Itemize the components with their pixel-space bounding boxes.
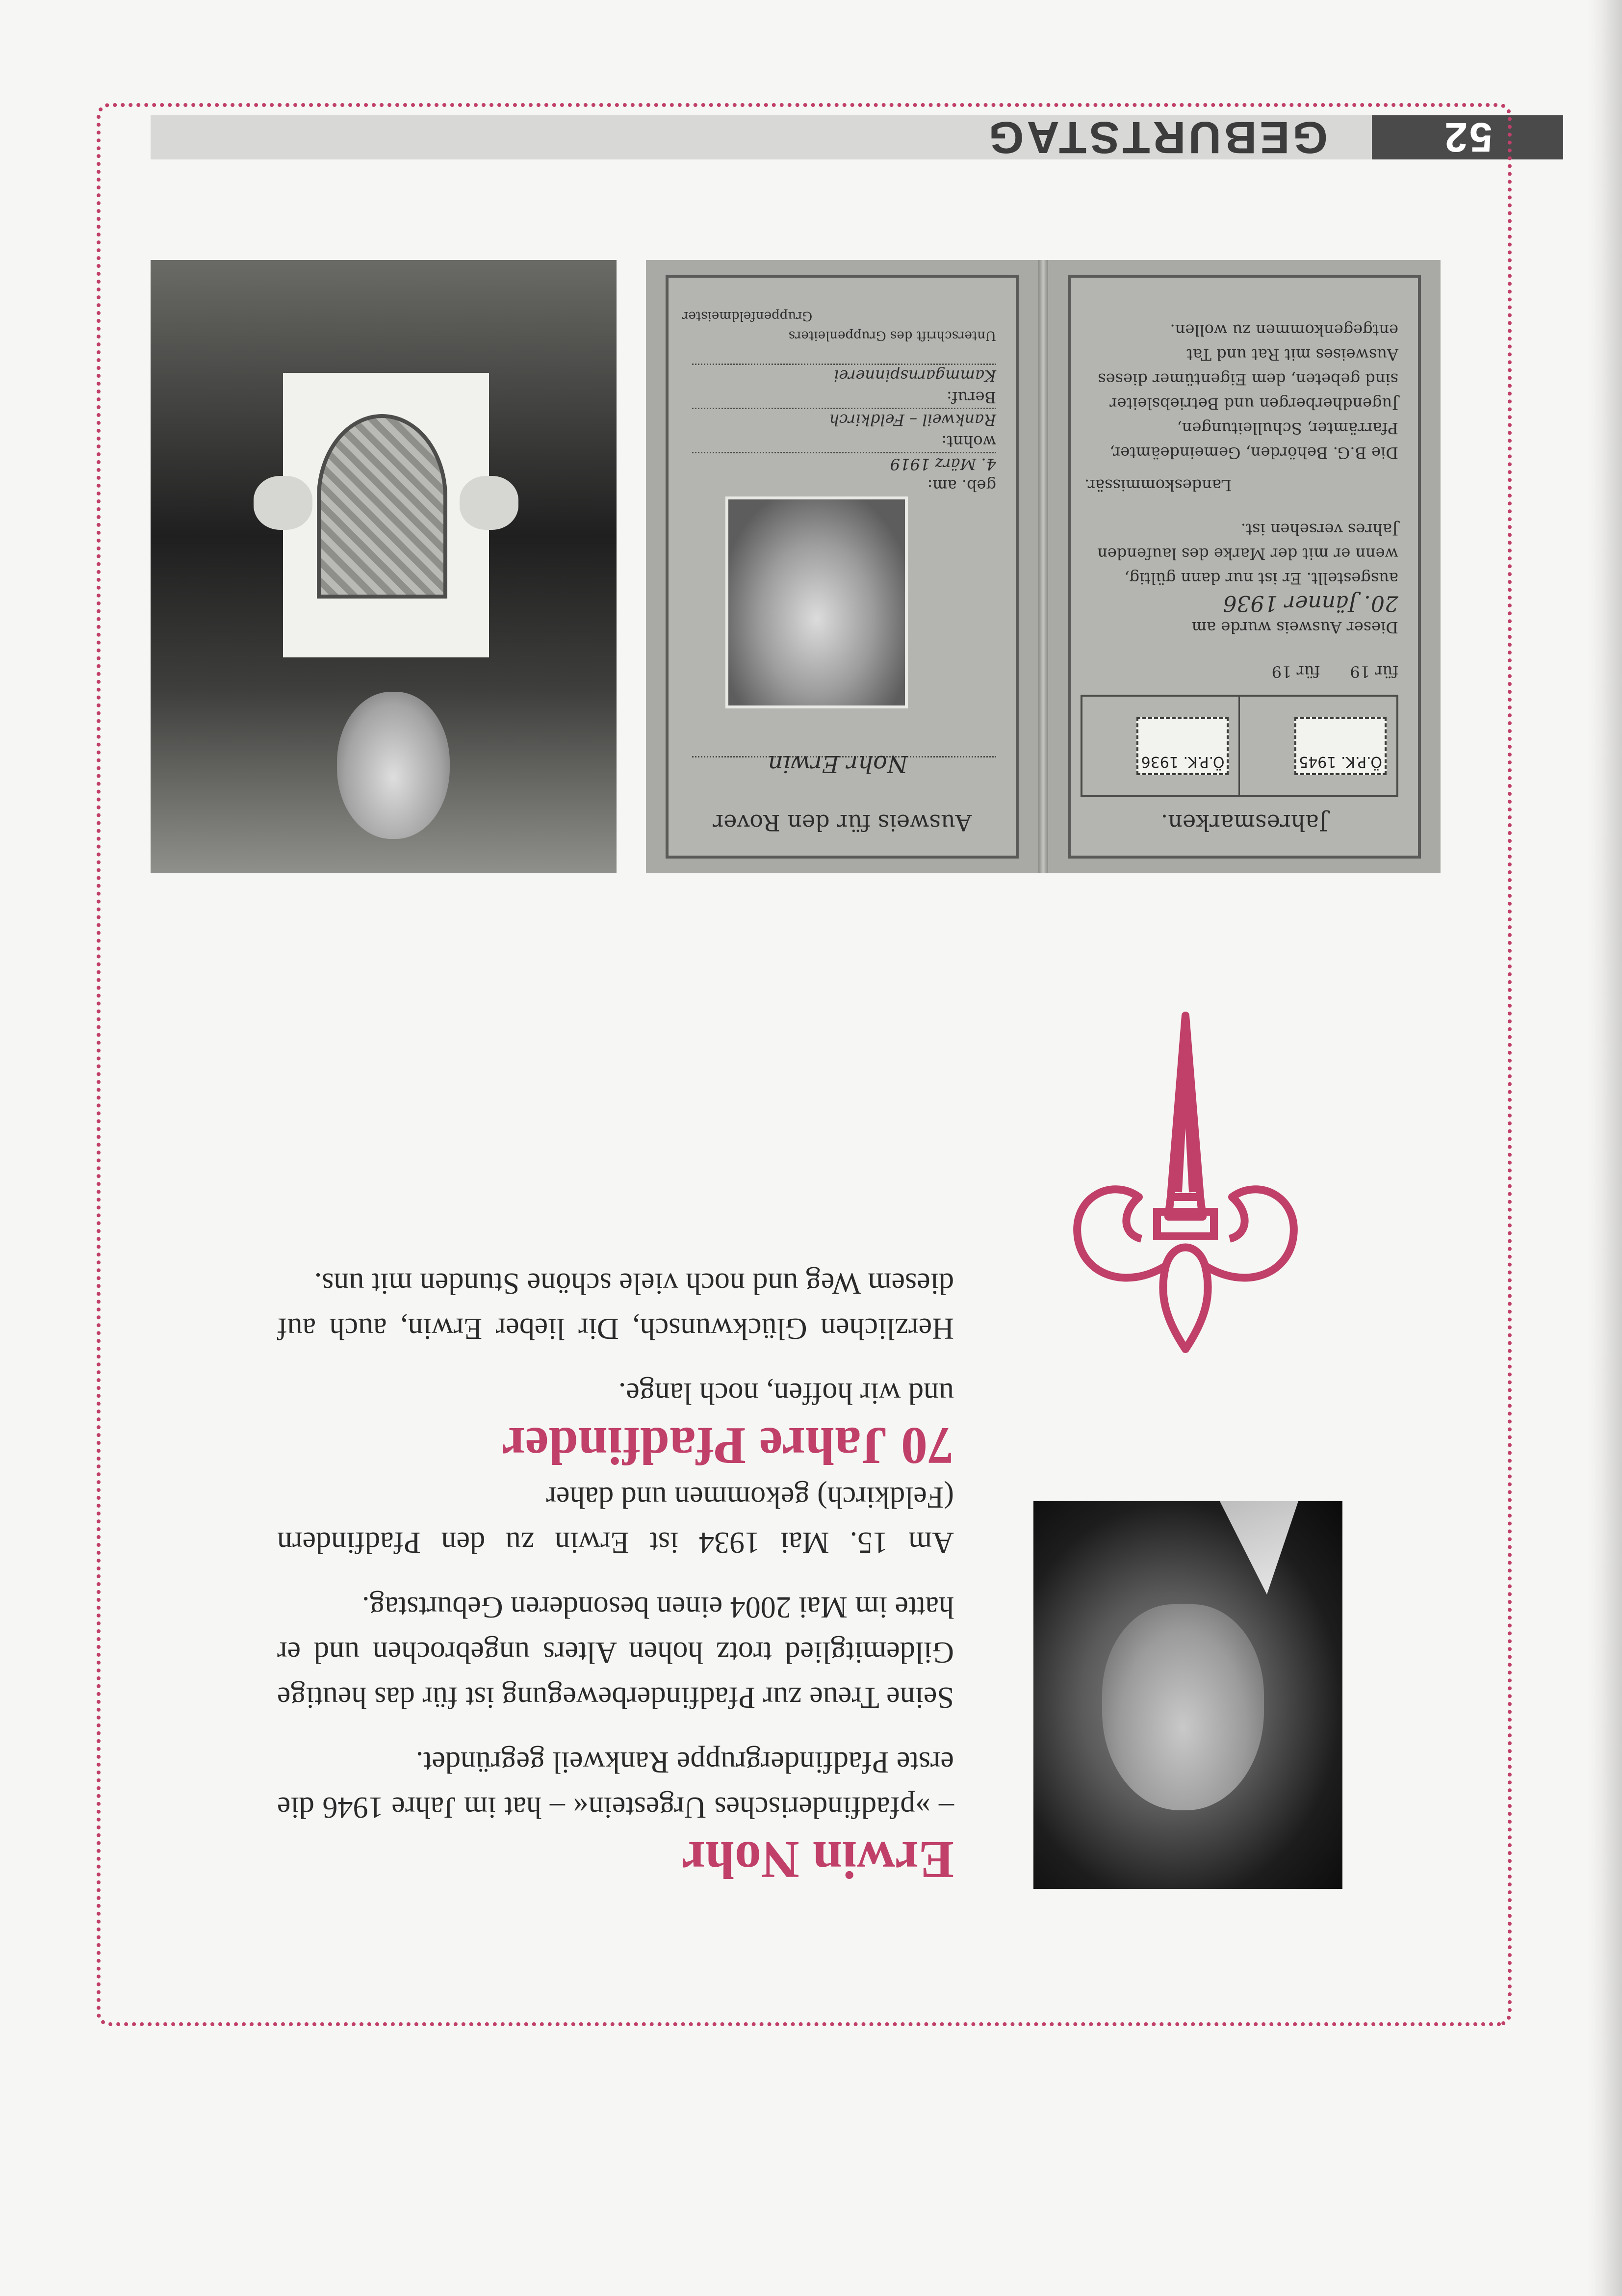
commissioner-label: Landeskommissär.	[1084, 476, 1232, 495]
article-paragraph-5: Herzlichen Glückwunsch, Dir lieber Erwin, auch auf diesem Weg und noch viele schöne Stunden mit uns.	[277, 1267, 954, 1345]
passport-fold	[1038, 260, 1048, 873]
page-number: 52	[1372, 115, 1563, 159]
stamp-for-2: für 19	[1271, 662, 1320, 681]
passport-right-leaf	[666, 275, 1019, 859]
coat-of-arms-shield	[317, 414, 447, 599]
request-text: Die B.G. Behörden, Gemeindeämter, Pfarrämter, Schulleitungen, Jugendherbergen und Betriebsleiter sind gebeten, dem Eigentümer dieses Ausweises mit Rat und Tat entgegenkommen zu wollen.	[1098, 321, 1398, 462]
certificate	[283, 373, 489, 657]
coat-photo-head	[337, 692, 450, 839]
issued-line	[1084, 318, 1398, 640]
stamp-for-1: für 19	[1350, 662, 1398, 681]
job-label: Beruf:	[947, 388, 996, 407]
stamp-1936: Ö.P.K. 1936	[1137, 717, 1229, 775]
born-value: 4. März 1919	[890, 455, 996, 473]
article-title: Erwin Nohr	[681, 1830, 954, 1889]
page-spine	[1588, 0, 1622, 2296]
born-label: geb. am:	[927, 476, 996, 495]
job-value: Kammgarnspinnerei	[834, 366, 996, 385]
article-paragraph-3: Am 15. Mai 1934 ist Erwin zu den Pfadfindern (Feldkirch) gekommen und daher	[277, 1481, 954, 1559]
residence-line	[692, 408, 996, 451]
rover-passport-photo	[646, 260, 1441, 873]
issued-text: Dieser Ausweis wurde am	[1191, 618, 1398, 637]
portrait-collar	[1220, 1501, 1298, 1594]
born-line	[692, 452, 996, 495]
section-title: GEBURTSTAG	[985, 112, 1328, 162]
stamp-cell-2	[1082, 697, 1239, 795]
issued-date: 20. Jänner 1936	[1223, 591, 1398, 616]
article-text	[277, 1261, 954, 1889]
job-line	[692, 364, 996, 407]
stamp-for-labels	[1084, 659, 1398, 684]
signature-line	[692, 750, 996, 778]
right-hand	[254, 476, 312, 530]
article-intro: – »pfadfinderisches Urgestein« – hat im Jahre 1946 die erste Pfadfindergruppe Rankweil gegründet.	[277, 1746, 954, 1824]
stamp-1945: Ö.P.K. 1945	[1294, 717, 1387, 775]
article-subheading: 70 Jahre Pfadfinder	[502, 1416, 954, 1475]
passport-right-title: Ausweis für den Rover	[713, 809, 972, 836]
group-leader-block	[682, 306, 996, 345]
article-paragraph-2: Seine Treue zur Pfadfinderbewegung ist für das heutige Gildemitglied trotz hohen Alters ungebrochen und er hatte im Mai 2004 einen besonderen Geburtstag.	[277, 1591, 954, 1714]
passport-left-title: Jahresmarken.	[1160, 809, 1328, 836]
coat-of-arms-photo	[151, 260, 617, 873]
left-hand	[460, 476, 518, 530]
annual-stamps	[1081, 695, 1398, 797]
portrait-face	[1102, 1604, 1264, 1810]
passport-id-photo	[725, 496, 908, 708]
rank-label: Gruppenfeldmeister	[682, 309, 813, 323]
scout-lily-cross-icon	[1053, 1006, 1318, 1359]
validity-text: ausgestellt. Er ist nur dann gültig, wenn er mit der Marke des laufenden Jahres versehen ist.	[1097, 520, 1398, 588]
passport-signature: Nohr Erwin	[768, 750, 908, 778]
article-paragraph-4: und wir hoffen, noch lange.	[618, 1377, 954, 1410]
residence-label: wohnt:	[941, 432, 996, 451]
stamp-cell-1	[1239, 697, 1397, 795]
passport-left-leaf	[1068, 275, 1421, 859]
residence-value: Rankweil – Feldkirch	[829, 411, 996, 429]
group-leader-label: Unterschrift des Gruppenleiters	[788, 328, 996, 343]
portrait-photo	[1033, 1501, 1342, 1889]
